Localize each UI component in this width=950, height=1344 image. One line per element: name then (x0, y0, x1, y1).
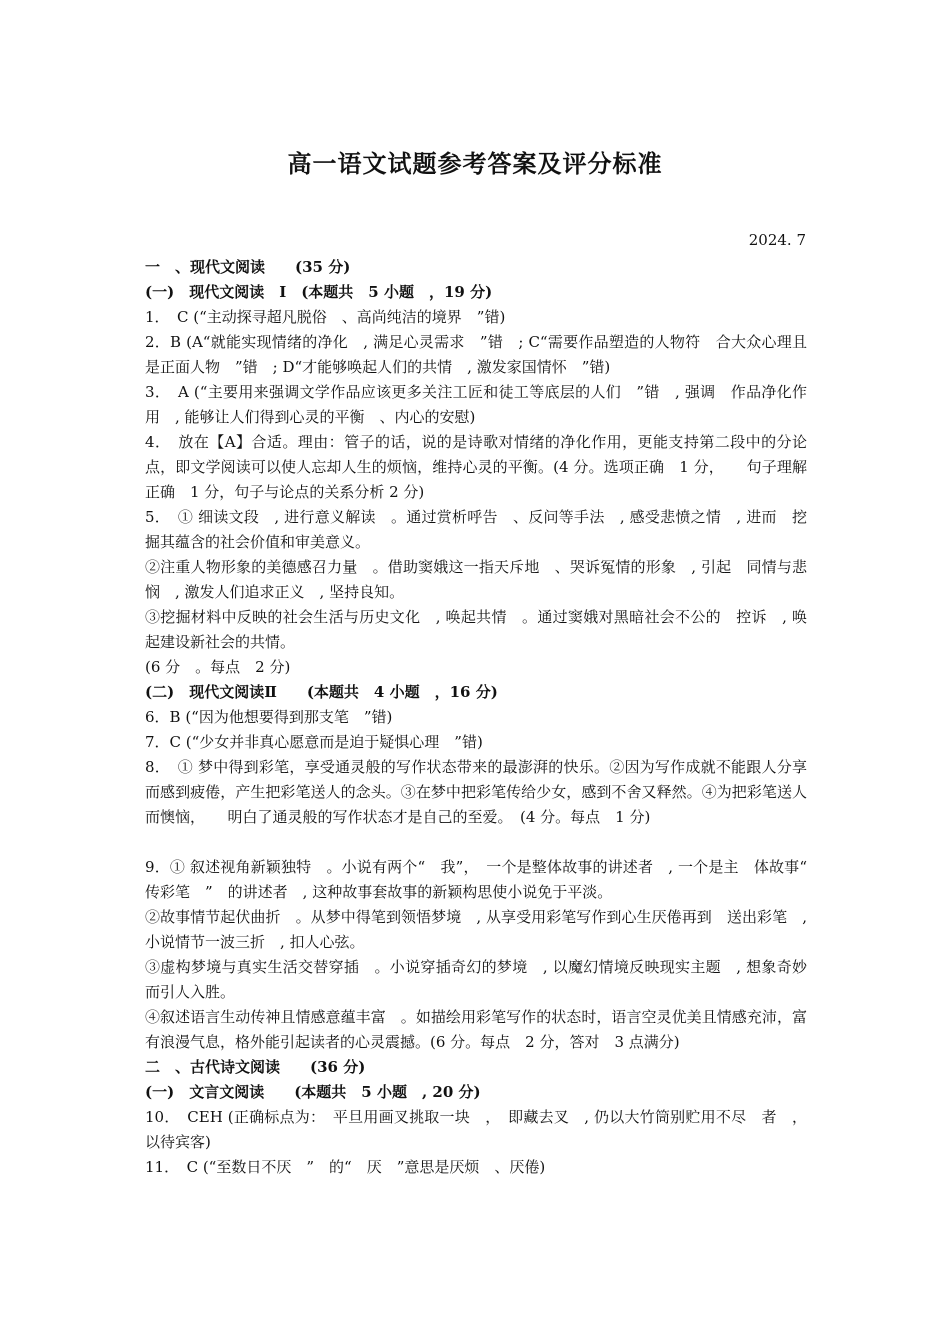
answer-paragraph: 4． 放在【A】合适。理由：管子的话，说的是诗歌对情绪的净化作用，更能支持第二段中的分论点，即文学阅读可以使人忘却人生的烦恼，维持心灵的平衡。(4 分。选项正确 1 分， 句子理解正确 1 分，句子与论点的关系分析 2 分) (145, 433, 807, 501)
section-heading: 一 、现代文阅读 (35 分) (145, 258, 351, 276)
answer-paragraph: ④叙述语言生动传神且情感意蕴丰富 。如描绘用彩笔写作的状态时，语言空灵优美且情感充沛，富有浪漫气息，格外能引起读者的心灵震撼。(6 分。每点 2 分，答对 3 点满分) (145, 1008, 807, 1051)
page-title: 高一语文试题参考答案及评分标准 (287, 149, 663, 178)
answer-paragraph: 11． C (“至数日不厌 ” 的“ 厌 ”意思是厌烦 、厌倦) (145, 1158, 546, 1176)
answer-paragraph: ②故事情节起伏曲折 。从梦中得笔到领悟梦境 , 从享受用彩笔写作到心生厌倦再到 送出彩笔 , 小说情节一波三折 , 扣人心弦。 (145, 908, 807, 951)
answer-paragraph: 5． ① 细读文段 , 进行意义解读 。通过赏析呼告 、反问等手法 , 感受悲愤之情 , 进而 挖掘其蕴含的社会价值和审美意义。 (145, 508, 807, 551)
answer-paragraph: 1． C (“主动探寻超凡脱俗 、高尚纯洁的境界 ”错) (145, 308, 506, 326)
answer-paragraph: 7．C (“少女并非真心愿意而是迫于疑惧心理 ”错) (145, 733, 483, 751)
answer-paragraph: ③挖掘材料中反映的社会生活与历史文化 , 唤起共情 。通过窦娥对黑暗社会不公的 控诉 , 唤起建设新社会的共情。 (145, 608, 807, 651)
answer-paragraph: 10． CEH (正确标点为： 平旦用画叉挑取一块 ， 即藏去叉 , 仍以大竹筒别贮用不尽 者 ，以待宾客) (145, 1108, 807, 1151)
answer-paragraph: ③虚构梦境与真实生活交替穿插 。小说穿插奇幻的梦境 , 以魔幻情境反映现实主题 , 想象奇妙而引人入胜。 (145, 958, 807, 1001)
answer-content (145, 255, 823, 1180)
document-date: 2024. 7 (748, 231, 806, 249)
blank-line (145, 830, 807, 855)
section-heading: (二) 现代文阅读Ⅱ (本题共 4 小题 ，16 分) (145, 683, 498, 701)
section-heading: 二 、古代诗文阅读 (36 分) (145, 1058, 366, 1076)
section-heading: (一) 现代文阅读 I (本题共 5 小题 ，19 分) (145, 283, 493, 301)
answer-paragraph: (6 分 。每点 2 分) (145, 658, 291, 676)
answer-paragraph: 9．① 叙述视角新颖独特 。小说有两个“ 我”， 一个是整体故事的讲述者 , 一个是主 体故事“ 传彩笔 ” 的讲述者 , 这种故事套故事的新颖构思使小说免于平淡。 (145, 858, 823, 901)
answer-paragraph: 2．B (A“就能实现情绪的净化 , 满足心灵需求 ”错 ; C“需要作品塑造的人物符 合大众心理且是正面人物 ”错 ; D“才能够唤起人们的共情 , 激发家国情怀 ”错) (145, 333, 807, 376)
answer-paragraph: 6．B (“因为他想要得到那支笔 ”错) (145, 708, 393, 726)
section-heading: (一) 文言文阅读 (本题共 5 小题 , 20 分) (145, 1083, 481, 1101)
answer-paragraph: 8． ① 梦中得到彩笔，享受通灵般的写作状态带来的最澎湃的快乐。②因为写作成就不能跟人分享而感到疲倦，产生把彩笔送人的念头。③在梦中把彩笔传给少女，感到不舍又释然。④为把彩笔送人而懊恼， 明白了通灵般的写作状态才是自己的至爱。 (4 分。每点 1 分) (145, 758, 807, 826)
answer-paragraph: ②注重人物形象的美德感召力量 。借助窦娥这一指天斥地 、哭诉冤情的形象 , 引起 同情与悲悯 , 激发人们追求正义 , 坚持良知。 (145, 558, 807, 601)
answer-paragraph: 3． A (“主要用来强调文学作品应该更多关注工匠和徒工等底层的人们 ”错 , 强调 作品净化作用 , 能够让人们得到心灵的平衡 、内心的安慰) (145, 383, 807, 426)
